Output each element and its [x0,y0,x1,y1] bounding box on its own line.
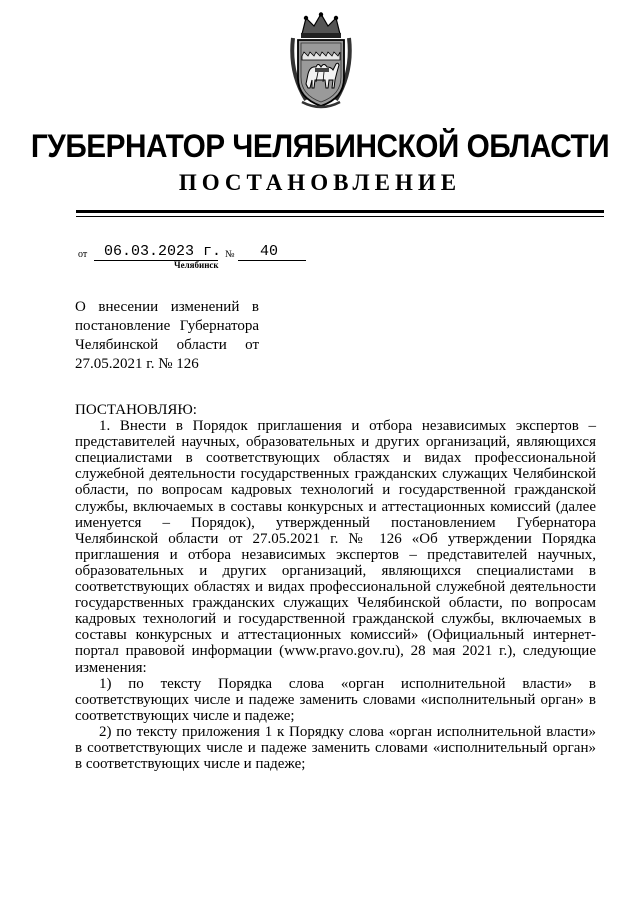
document-subject: О внесении изменений в постановление Губернатора Челябинской области от 27.05.2021 г. № 126 [75,299,259,372]
number-label: № [225,249,235,260]
body-paragraph-2: 1) по тексту Порядка слова «орган исполнительной власти» в соответствующих числе и падеже заменить словами «исполнительный орган» в соответствующих числе и падеже; [75,675,596,724]
issuing-city: Челябинск [174,260,219,270]
document-number: 40 [260,243,279,260]
regional-coat-of-arms-icon [288,12,354,112]
document-date: 06.03.2023 г. [104,243,222,260]
header-divider-thin [76,216,604,217]
document-body [75,402,596,772]
decree-word: ПОСТАНОВЛЯЮ: [75,402,197,418]
document-type-title: ПОСТАНОВЛЕНИЕ [178,170,462,195]
body-paragraph-1: 1. Внести в Порядок приглашения и отбора независимых экспертов – представителей научных, образовательных и других организаций, являющихся специалистами в соответствующих областях и видах профессиональной служебной деятельности государственных гражданских служащих Челябинской области, по вопросам кадровых технологий и государственной гражданской службы, включаемых в составы конкурсных и аттестационных комиссий (далее именуется – Порядок), утвержденный постановлением Губернатора Челябинской области от 27.05.2021 г. № 126 «Об утверждении Порядка приглашения и отбора независимых экспертов – представителей научных, образовательных и других организаций, являющихся специалистами в соответствующих областях и видах профессиональной служебной деятельности государственных гражданских служащих Челябинской области, по вопросам кадровых технологий и государственной гражданской службы, включаемых в составы конкурсных и аттестационных комиссий» (Официальный интернет-портал правовой информации (www.pravo.gov.ru), 28 мая 2021 г.), следующие изменения: [75,418,596,676]
header-divider-thick [76,210,604,213]
number-underline [238,260,306,261]
date-from-label: от [78,249,88,260]
body-paragraph-3: 2) по тексту приложения 1 к Порядку слова «орган исполнительной власти» в соответствующих числе и падеже заменить словами «исполнительный орган» в соответствующих числе и падеже; [75,723,596,773]
issuing-authority-title: ГУБЕРНАТОР ЧЕЛЯБИНСКОЙ ОБЛАСТИ [30,128,610,164]
